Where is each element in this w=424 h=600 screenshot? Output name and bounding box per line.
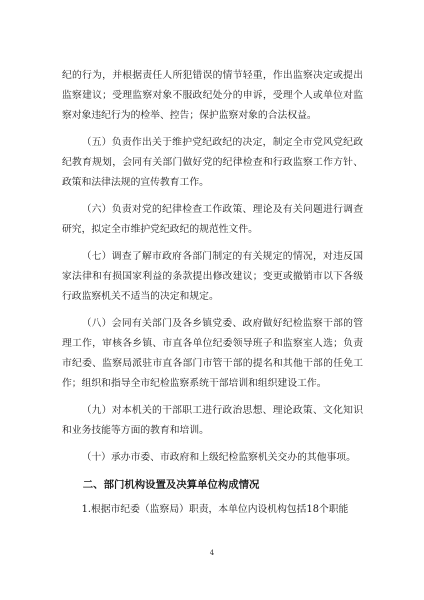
section-heading: 二、部门机构设置及决算单位构成情况 xyxy=(82,479,260,491)
paragraph-item-10: （十）承办市委、市政府和上级纪检监察机关交办的其他事项。 xyxy=(81,452,356,463)
paragraph-item-8: （八）会同有关部门及各乡镇党委、政府做好纪检监察干部的管理工作，审核各乡镇、市直各单位纪委领导班子和监察室人选；负责市纪委、监察局派驻市直各部门市管干部的提名和其他干部的任免工作；组织和指导全市纪检监察系统干部培训和组织建设工作。 xyxy=(62,318,363,389)
paragraph-item-6: （六）负责对党的纪律检查工作政策、理论及有关问题进行调查研究，拟定全市维护党纪政纪的规范性文件。 xyxy=(62,204,363,235)
page-number: 4 xyxy=(209,549,215,557)
paragraph-section-start: 1.根据市纪委（监察局）职责，本单位内设机构包括18个职能 xyxy=(81,504,349,515)
paragraph-continuation: 纪的行为，并根据责任人所犯错误的情节轻重，作出监察决定或提出监察建议；受理监察对象不服政纪处分的申诉，受理个人或单位对监察对象违纪行为的检举、控告；保护监察对象的合法权益。 xyxy=(62,70,363,121)
page-content xyxy=(62,66,363,527)
paragraph-item-7: （七）调查了解市政府各部门制定的有关规定的情况，对违反国家法律和有损国家利益的条款提出修改建议；变更或撤销市以下各级行政监察机关不适当的决定和规定。 xyxy=(62,251,363,302)
paragraph-item-5: （五）负责作出关于维护党纪政纪的决定，制定全市党风党纪政纪教育规划，会同有关部门做好党的纪律检查和行政监察工作方针、政策和法律法规的宣传教育工作。 xyxy=(62,137,363,188)
paragraph-item-9: （九）对本机关的干部职工进行政治思想、理论政策、文化知识和业务技能等方面的教育和培训。 xyxy=(62,405,363,436)
